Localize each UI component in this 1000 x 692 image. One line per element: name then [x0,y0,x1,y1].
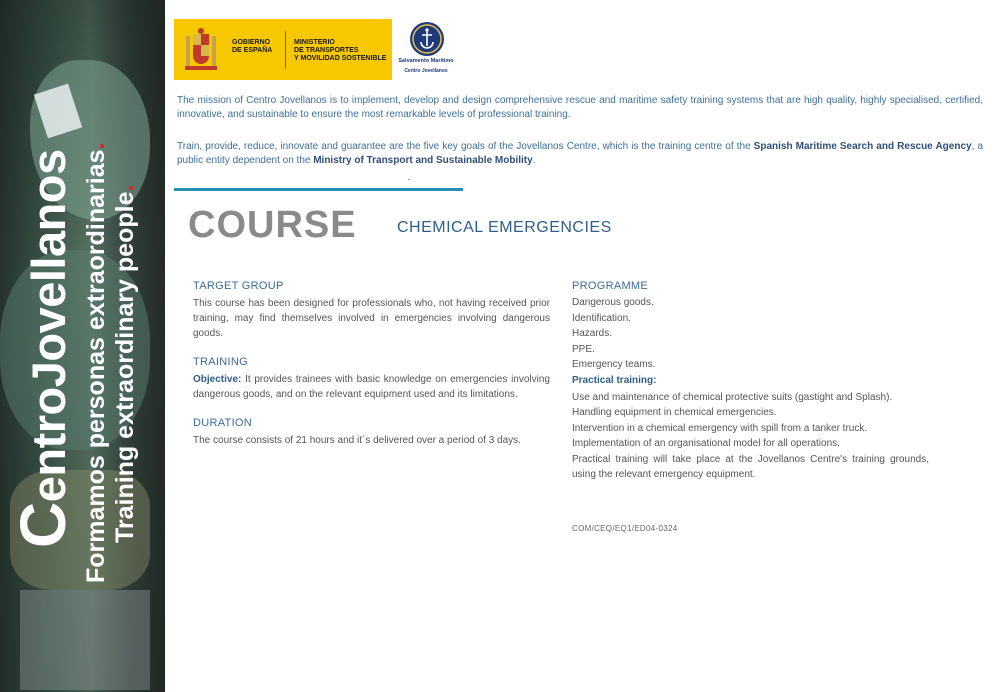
list-item: Practical training will take place at the Jovellanos Centre's training grounds, using the relevant emergency equipment. [572,453,929,480]
training-section [193,355,550,402]
government-logo [174,19,392,80]
list-item: Dangerous goods. [572,297,654,308]
duration-text: The course consists of 21 hours and it´s delivered over a period of 3 days. [193,435,521,446]
brand-wordmark: CentroJovellanos [7,149,79,548]
tagline-spanish: Formamos personas extraordinarias. [82,142,110,583]
salvamento-maritimo-logo [398,22,454,80]
course-details-left [193,279,550,462]
target-group-section [193,279,550,341]
target-group-heading: TARGET GROUP [193,280,284,292]
mission-paragraph: The mission of Centro Jovellanos is to implement, develop and design comprehensive rescue and maritime safety training systems that are high quality, highly specialised, certified, innovative, and sustainable to ensure the most remarkable levels of professional training. [177,95,983,120]
anchor-emblem-icon [410,22,444,56]
list-item: Handling equipment in chemical emergencies. [572,407,777,418]
sm-title: Salvamento Marítimo [398,58,454,64]
ministry-reference: Ministry of Transport and Sustainable Mobility [313,155,533,166]
list-item: Emergency teams. [572,359,656,370]
list-item: PPE. [572,343,595,355]
sidebar-photo [0,0,165,692]
government-name: GOBIERNO DE ESPAÑA [232,39,273,54]
list-item: Use and maintenance of chemical protective suits (gastight and Splash). [572,391,893,403]
list-item: Implementation of an organisational model for all operations. [572,438,840,449]
training-heading: TRAINING [193,356,248,368]
practical-training-heading: Practical training: [572,374,657,386]
goals-paragraph: Train, provide, reduce, innovate and guarantee are the five key goals of the Jovellanos Centre, which is the training centre of the Spanish Maritime Search and Rescue Agency, a public entity dependent on the Ministry of Transport and Sustainable Mobility. [177,141,984,166]
practical-training-list [572,390,929,483]
training-text: Objective: It provides trainees with basic knowledge on emergencies involving dangerous goods, and on the relevant equipment used and its limitations. [193,374,550,400]
decorative-dot [408,179,410,180]
document-code: COM/CEQ/EQ1/ED04-0324 [572,524,678,533]
target-group-text: This course has been designed for professionals who, not having received prior training, may find themselves involved in emergencies involving dangerous goods. [193,298,550,339]
list-item: Intervention in a chemical emergency with spill from a tanker truck. [572,422,868,434]
photo-shape [20,590,150,690]
tagline-english: Training extraordinary people. [111,184,139,543]
programme-list [572,295,929,373]
sm-subtitle: Centro Jovellanos [404,68,448,74]
logo-divider [285,31,286,69]
objective-label: Objective: [193,374,242,385]
agency-name: Spanish Maritime Search and Rescue Agency [753,141,972,152]
programme-heading: PROGRAMME [572,280,649,292]
list-item: Hazards. [572,328,613,339]
ministry-name: MINISTERIO DE TRANSPORTES Y MOVILIDAD SOSTENIBLE [294,39,387,62]
list-item: Identification. [572,312,631,324]
section-divider [174,188,463,191]
course-title: CHEMICAL EMERGENCIES [397,219,612,236]
coat-of-arms-icon [184,28,218,72]
programme-section [572,279,929,483]
duration-heading: DURATION [193,417,253,429]
duration-section [193,416,550,448]
course-label: COURSE [188,204,357,246]
